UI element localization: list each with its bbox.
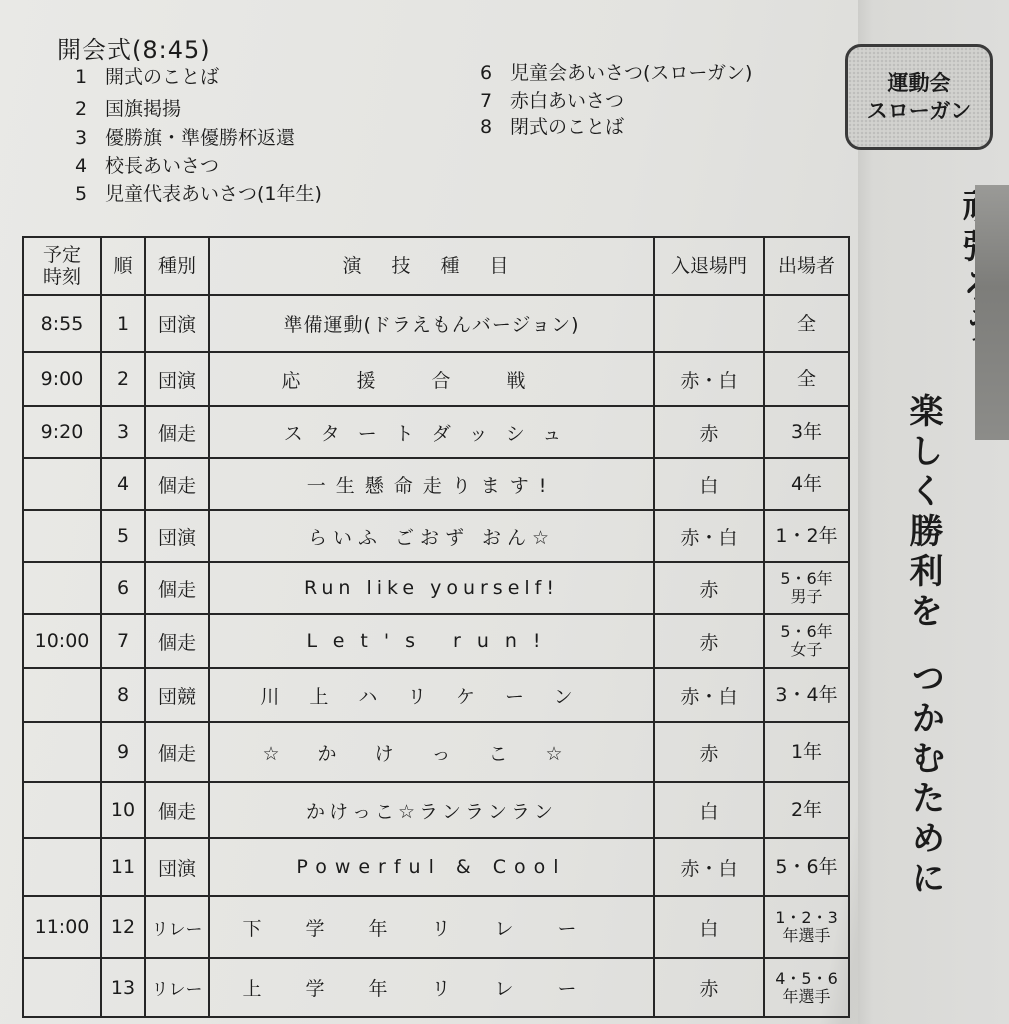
- row-order: 9: [101, 722, 145, 782]
- table-row: [23, 722, 849, 782]
- row-order: 10: [101, 782, 145, 838]
- header-event: 演 技 種 目: [209, 237, 654, 295]
- row-time: [23, 510, 101, 562]
- row-time: 9:20: [23, 406, 101, 458]
- table-row: [23, 782, 849, 838]
- row-gate: 赤: [654, 614, 764, 668]
- participants-line: 年選手: [782, 986, 831, 1006]
- header-gate: 入退場門: [654, 237, 764, 295]
- row-participants: [764, 458, 849, 510]
- slogan-line-3: つかむために: [905, 660, 945, 900]
- ceremony-item-label: 赤白あいさつ: [510, 90, 625, 112]
- table-row: [23, 562, 849, 614]
- header-participants: 出場者: [764, 237, 849, 295]
- table-row: [23, 352, 849, 406]
- row-gate: [654, 295, 764, 352]
- row-order: 5: [101, 510, 145, 562]
- table-row: [23, 295, 849, 352]
- row-event: 準備運動(ドラえもんバージョン): [209, 295, 654, 352]
- slogan-badge: [845, 44, 993, 150]
- photo-strip-image: [975, 185, 1009, 440]
- participants-line: 3・4年: [775, 684, 838, 706]
- row-gate: 赤・白: [654, 352, 764, 406]
- row-event: 応援合戦: [209, 352, 654, 406]
- row-participants: [764, 722, 849, 782]
- row-type: 個走: [145, 406, 209, 458]
- ceremony-item-number: 8: [480, 116, 493, 138]
- row-gate: 赤: [654, 722, 764, 782]
- ceremony-item-number: 5: [75, 183, 88, 205]
- row-participants: [764, 668, 849, 722]
- participants-line: 男子: [790, 587, 823, 606]
- slogan-line-2-text: 楽しく勝利を: [903, 393, 943, 633]
- row-event: かけっこ☆ランランラン: [209, 782, 654, 838]
- row-type: 団演: [145, 838, 209, 896]
- header-scheduled-time: [23, 237, 101, 295]
- ceremony-item: [75, 153, 219, 179]
- row-time: [23, 562, 101, 614]
- row-time: 9:00: [23, 352, 101, 406]
- row-gate: 白: [654, 896, 764, 958]
- ceremony-item-number: 1: [75, 66, 88, 88]
- participants-line: 4・5・6: [775, 968, 838, 988]
- row-event: ☆かけっこ☆: [209, 722, 654, 782]
- row-gate: 赤・白: [654, 838, 764, 896]
- row-event: 一生懸命走ります!: [209, 458, 654, 510]
- participants-line: 5・6年: [775, 856, 838, 878]
- row-type: 個走: [145, 562, 209, 614]
- ceremony-item-number: 2: [75, 98, 88, 120]
- table-row: [23, 458, 849, 510]
- header-order: 順: [101, 237, 145, 295]
- row-type: 個走: [145, 782, 209, 838]
- row-type: 個走: [145, 458, 209, 510]
- row-gate: 赤・白: [654, 668, 764, 722]
- table-row: [23, 406, 849, 458]
- participants-line: 5・6年: [780, 622, 833, 641]
- row-gate: 白: [654, 782, 764, 838]
- ceremony-item: [480, 88, 624, 114]
- ceremony-item: [480, 114, 624, 140]
- ceremony-item-label: 優勝旗・準優勝杯返還: [105, 127, 296, 149]
- slogan-badge-line2: スローガン: [866, 99, 972, 123]
- table-row: [23, 614, 849, 668]
- participants-line: 1・2年: [775, 525, 838, 547]
- header-time-line1: 予定: [42, 244, 81, 266]
- ceremony-item: [480, 60, 752, 86]
- row-time: [23, 458, 101, 510]
- row-time: [23, 838, 101, 896]
- participants-line: 2年: [790, 799, 823, 821]
- ceremony-item-label: 校長あいさつ: [105, 155, 220, 177]
- participants-line: 1・2・3: [775, 908, 838, 927]
- row-type: 団演: [145, 510, 209, 562]
- slogan-line-2: [903, 188, 943, 648]
- row-order: 1: [101, 295, 145, 352]
- ceremony-item-number: 6: [480, 62, 493, 84]
- row-event: 川上ハリケーン: [209, 668, 654, 722]
- row-order: 11: [101, 838, 145, 896]
- row-gate: 赤: [654, 562, 764, 614]
- ceremony-item: [75, 96, 181, 122]
- row-participants: [764, 406, 849, 458]
- ceremony-item: [75, 125, 295, 151]
- row-time: [23, 668, 101, 722]
- row-order: 3: [101, 406, 145, 458]
- row-time: 10:00: [23, 614, 101, 668]
- row-event: 下学年リレー: [209, 896, 654, 958]
- table-row: [23, 958, 849, 1017]
- ceremony-item-number: 4: [75, 155, 88, 177]
- row-time: 8:55: [23, 295, 101, 352]
- row-type: 団競: [145, 668, 209, 722]
- row-gate: 赤: [654, 958, 764, 1017]
- participants-line: 女子: [790, 640, 823, 659]
- ceremony-item-label: 国旗掲揚: [105, 98, 182, 120]
- row-participants: [764, 782, 849, 838]
- row-type: 団演: [145, 352, 209, 406]
- row-gate: 赤・白: [654, 510, 764, 562]
- row-participants: [764, 510, 849, 562]
- row-type: リレー: [145, 958, 209, 1017]
- participants-line: 全: [796, 312, 816, 335]
- ceremony-item: [75, 181, 322, 207]
- row-event: Let's run!: [209, 614, 654, 668]
- ceremony-item-number: 7: [480, 90, 493, 112]
- row-participants: [764, 614, 849, 668]
- row-time: [23, 722, 101, 782]
- ceremony-item-number: 3: [75, 127, 88, 149]
- row-participants: [764, 352, 849, 406]
- header-type: 種別: [145, 237, 209, 295]
- opening-ceremony-title: 開会式(8:45): [57, 36, 211, 64]
- row-event: 上学年リレー: [209, 958, 654, 1017]
- row-event: Powerful & Cool: [209, 838, 654, 896]
- row-type: リレー: [145, 896, 209, 958]
- row-type: 個走: [145, 614, 209, 668]
- row-participants: [764, 958, 849, 1017]
- table-row: [23, 896, 849, 958]
- participants-line: 4年: [790, 473, 823, 495]
- row-event: らいふ ごおず おん☆: [209, 510, 654, 562]
- ceremony-item-label: 児童代表あいさつ(1年生): [105, 183, 322, 205]
- row-order: 12: [101, 896, 145, 958]
- row-participants: [764, 896, 849, 958]
- row-participants: [764, 295, 849, 352]
- ceremony-item-label: 児童会あいさつ(スローガン): [510, 62, 753, 84]
- ceremony-item: [75, 64, 219, 90]
- row-order: 8: [101, 668, 145, 722]
- row-order: 13: [101, 958, 145, 1017]
- row-order: 7: [101, 614, 145, 668]
- row-gate: 白: [654, 458, 764, 510]
- row-event: Run like yourself!: [209, 562, 654, 614]
- participants-line: 3年: [790, 421, 823, 443]
- row-time: 11:00: [23, 896, 101, 958]
- table-header-row: [23, 237, 849, 295]
- table-row: [23, 838, 849, 896]
- row-type: 団演: [145, 295, 209, 352]
- row-gate: 赤: [654, 406, 764, 458]
- row-time: [23, 782, 101, 838]
- table-row: [23, 668, 849, 722]
- program-table: [22, 236, 850, 1018]
- slogan-badge-line1: 運動会: [887, 71, 951, 95]
- row-participants: [764, 838, 849, 896]
- participants-line: 5・6年: [780, 569, 833, 588]
- ceremony-item-label: 開式のことば: [105, 66, 220, 88]
- row-order: 4: [101, 458, 145, 510]
- participants-line: 全: [796, 368, 816, 390]
- ceremony-item-label: 閉式のことば: [510, 116, 625, 138]
- row-order: 2: [101, 352, 145, 406]
- row-time: [23, 958, 101, 1017]
- row-type: 個走: [145, 722, 209, 782]
- row-participants: [764, 562, 849, 614]
- row-event: スタートダッシュ: [209, 406, 654, 458]
- participants-line: 年選手: [782, 926, 831, 945]
- participants-line: 1年: [790, 741, 823, 763]
- row-order: 6: [101, 562, 145, 614]
- header-time-line2: 時刻: [42, 266, 81, 288]
- table-row: [23, 510, 849, 562]
